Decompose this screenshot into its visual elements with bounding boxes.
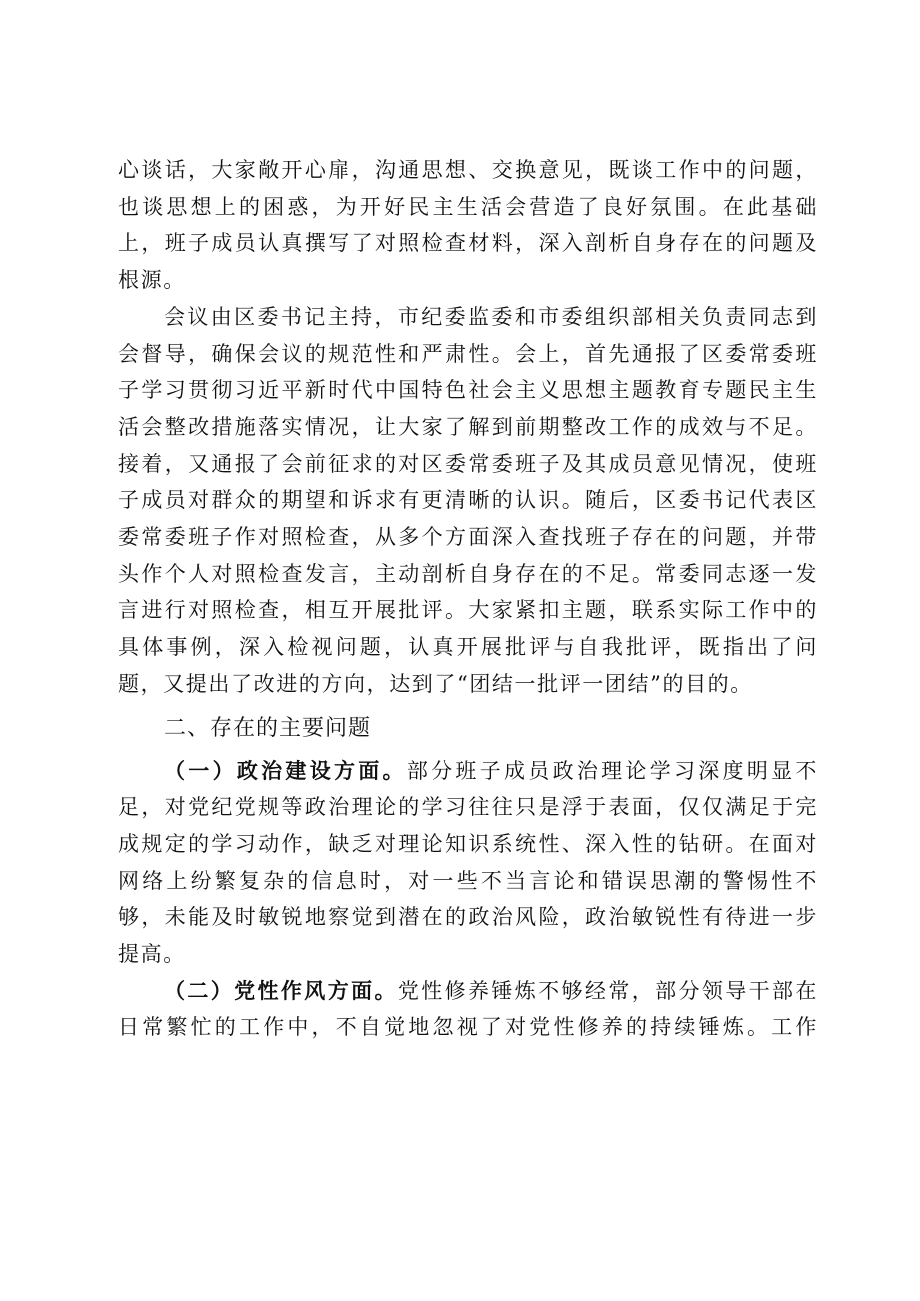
item-title-party-style: （二）党性作风方面。 [164,978,398,1003]
item-text-political: 部分班子成员政治理论学习深度明显不足，对党纪党规等政治理论的学习往往只是浮于表面，仅仅满足于完成规定的学习动作，缺乏对理论知识系统性、深入性的钻研。在面对网络上纷繁复杂的信息时，对一些不当言论和错误思潮的警惕性不够，未能及时敏锐地察觉到潜在的政治风险，政治敏锐性有待进一步提高。 [118,758,819,967]
paragraph-party-style [118,973,818,1046]
paragraph-intro: 心谈话，大家敞开心扉，沟通思想、交换意见，既谈工作中的问题，也谈思想上的困惑，为开好民主生活会营造了良好氛围。在此基础上，班子成员认真撰写了对照检查材料，深入剖析自身存在的问题及根源。 [118,158,818,293]
item-title-political: （一）政治建设方面。 [164,758,407,783]
paragraph-political-construction [118,753,818,973]
section-heading-main-problems: 二、存在的主要问题 [164,715,372,741]
document-body [118,152,818,1046]
item-text-party-style: 党性修养锤炼不够经常，部分领导干部在日常繁忙的工作中，不自觉地忽视了对党性修养的持续锤炼。工作 [118,978,818,1040]
paragraph-meeting: 会议由区委书记主持，市纪委监委和市委组织部相关负责同志到会督导，确保会议的规范性和严肃性。会上，首先通报了区委常委班子学习贯彻习近平新时代中国特色社会主义思想主题教育专题民主生活会整改措施落实情况，让大家了解到前期整改工作的成效与不足。接着，又通报了会前征求的对区委常委班子及其成员意见情况，使班子成员对群众的期望和诉求有更清晰的认识。随后，区委书记代表区委常委班子作对照检查，从多个方面深入查找班子存在的问题，并带头作个人对照检查发言，主动剖析自身存在的不足。常委同志逐一发言进行对照检查，相互开展批评。大家紧扣主题，联系实际工作中的具体事例，深入检视问题，认真开展批评与自我批评，既指出了问题，又提出了改进的方向，达到了“团结一批评一团结”的目的。 [118,304,818,696]
